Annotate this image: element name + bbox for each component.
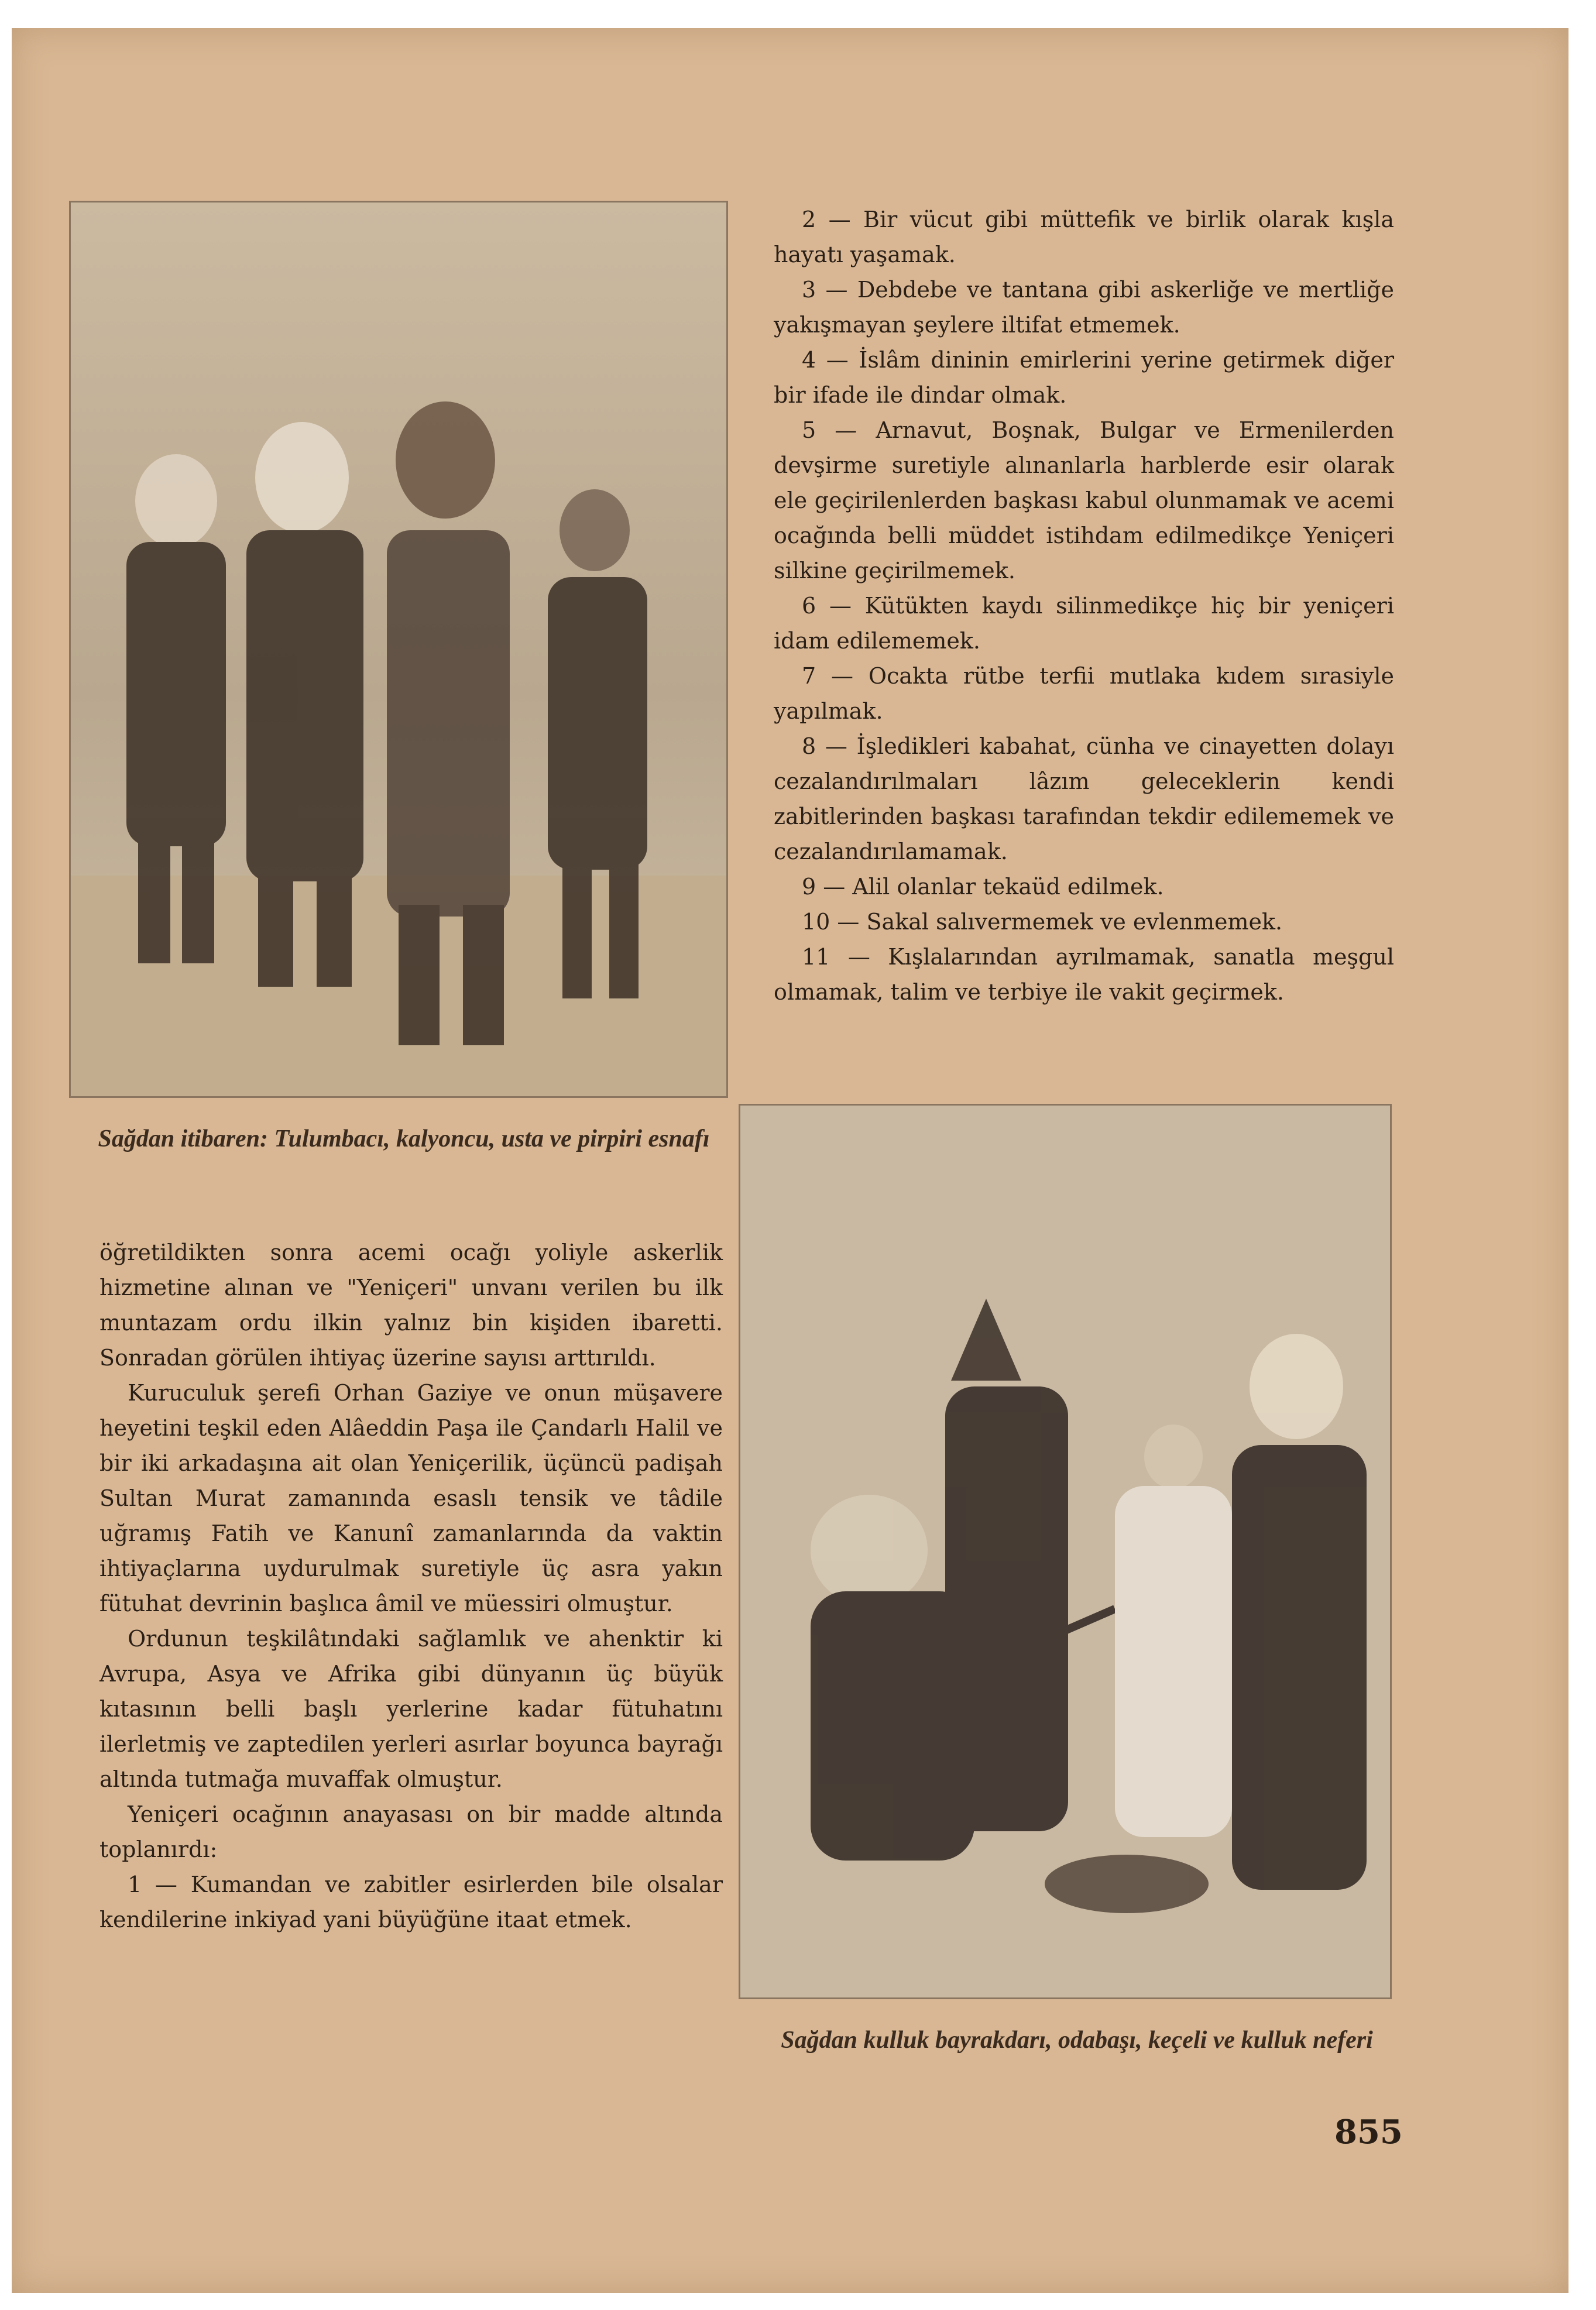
paragraph: öğretildikten sonra acemi ocağı yoliyle askerlik hizmetine alınan ve "Yeniçeri" unvanı verilen bu ilk muntazam ordu ilkin yalnız bin kişiden ibaretti. Sonradan görülen ihtiyaç üzerine sayısı arttırıldı. xyxy=(99,1240,723,1371)
article-11: 11 — Kışlalarından ayrılmamak, sanatla meşgul olmamak, talim ve terbiye ile vakit geçirmek. xyxy=(774,944,1394,1005)
janissaries-illustration xyxy=(740,1106,1390,1997)
left-photo xyxy=(69,201,728,1098)
article-5: 5 — Arnavut, Boşnak, Bulgar ve Ermenilerden devşirme suretiyle alınanlarla harblerde esir olarak ele geçirilenlerden başkası kabul olunmamak ve acemi ocağında belli müddet istihdam edilmedikçe Yeniçeri silkine geçirilmemek. xyxy=(774,417,1394,583)
right-photo-caption: Sağdan kulluk bayrakdarı, odabaşı, keçeli ve kulluk neferi xyxy=(781,2027,1373,2054)
article-8: 8 — İşledikleri kabahat, cünha ve cinayetten dolayı cezalandırılmaları lâzım geleceklerin kendi zabitlerinden başkası tarafından tekdir edilememek ve cezalandırılamamak. xyxy=(774,733,1394,864)
right-photo xyxy=(739,1104,1392,1999)
article-7: 7 — Ocakta rütbe terfii mutlaka kıdem sırasiyle yapılmak. xyxy=(774,663,1394,724)
body-text-column xyxy=(99,1235,723,1937)
paragraph: Yeniçeri ocağının anayasası on bir madde altında toplanırdı: xyxy=(99,1801,723,1862)
article-10: 10 — Sakal salıvermemek ve evlenmemek. xyxy=(802,909,1283,935)
left-photo-caption: Sağdan itibaren: Tulumbacı, kalyoncu, usta ve pirpiri esnafı xyxy=(98,1125,710,1152)
article-6: 6 — Kütükten kaydı silinmedikçe hiç bir yeniçeri idam edilememek. xyxy=(774,593,1394,654)
four-figures-illustration xyxy=(71,202,726,1096)
page-number: 855 xyxy=(1334,2113,1403,2151)
article-1: 1 — Kumandan ve zabitler esirlerden bile olsalar kendilerine inkiyad yani büyüğüne itaat etmek. xyxy=(99,1872,723,1933)
article-3: 3 — Debdebe ve tantana gibi askerliğe ve mertliğe yakışmayan şeylere iltifat etmemek. xyxy=(774,277,1394,338)
article-4: 4 — İslâm dininin emirlerini yerine getirmek diğer bir ifade ile dindar olmak. xyxy=(774,347,1394,408)
article-2: 2 — Bir vücut gibi müttefik ve birlik olarak kışla hayatı yaşamak. xyxy=(774,207,1394,267)
paragraph: Ordunun teşkilâtındaki sağlamlık ve ahenktir ki Avrupa, Asya ve Afrika gibi dünyanın üç büyük kıtasının belli başlı yerlerine kadar fütuhatını ilerletmiş ve zaptedilen yerleri asırlar boyunca bayrağı altında tutmağa muvaffak olmuştur. xyxy=(99,1626,723,1792)
article-9: 9 — Alil olanlar tekaüd edilmek. xyxy=(802,874,1164,900)
articles-column xyxy=(774,202,1394,1010)
paragraph: Kuruculuk şerefi Orhan Gaziye ve onun müşavere heyetini teşkil eden Alâeddin Paşa ile Çandarlı Halil ve bir iki arkadaşına ait olan Yeniçerilik, üçüncü padişah Sultan Murat zamanında esaslı tensik ve tâdile uğramış Fatih ve Kanunî zamanlarında da vaktin ihtiyaçlarına uydurulmak suretiyle üç asra yakın fütuhat devrinin başlıca âmil ve müessiri olmuştur. xyxy=(99,1380,723,1616)
